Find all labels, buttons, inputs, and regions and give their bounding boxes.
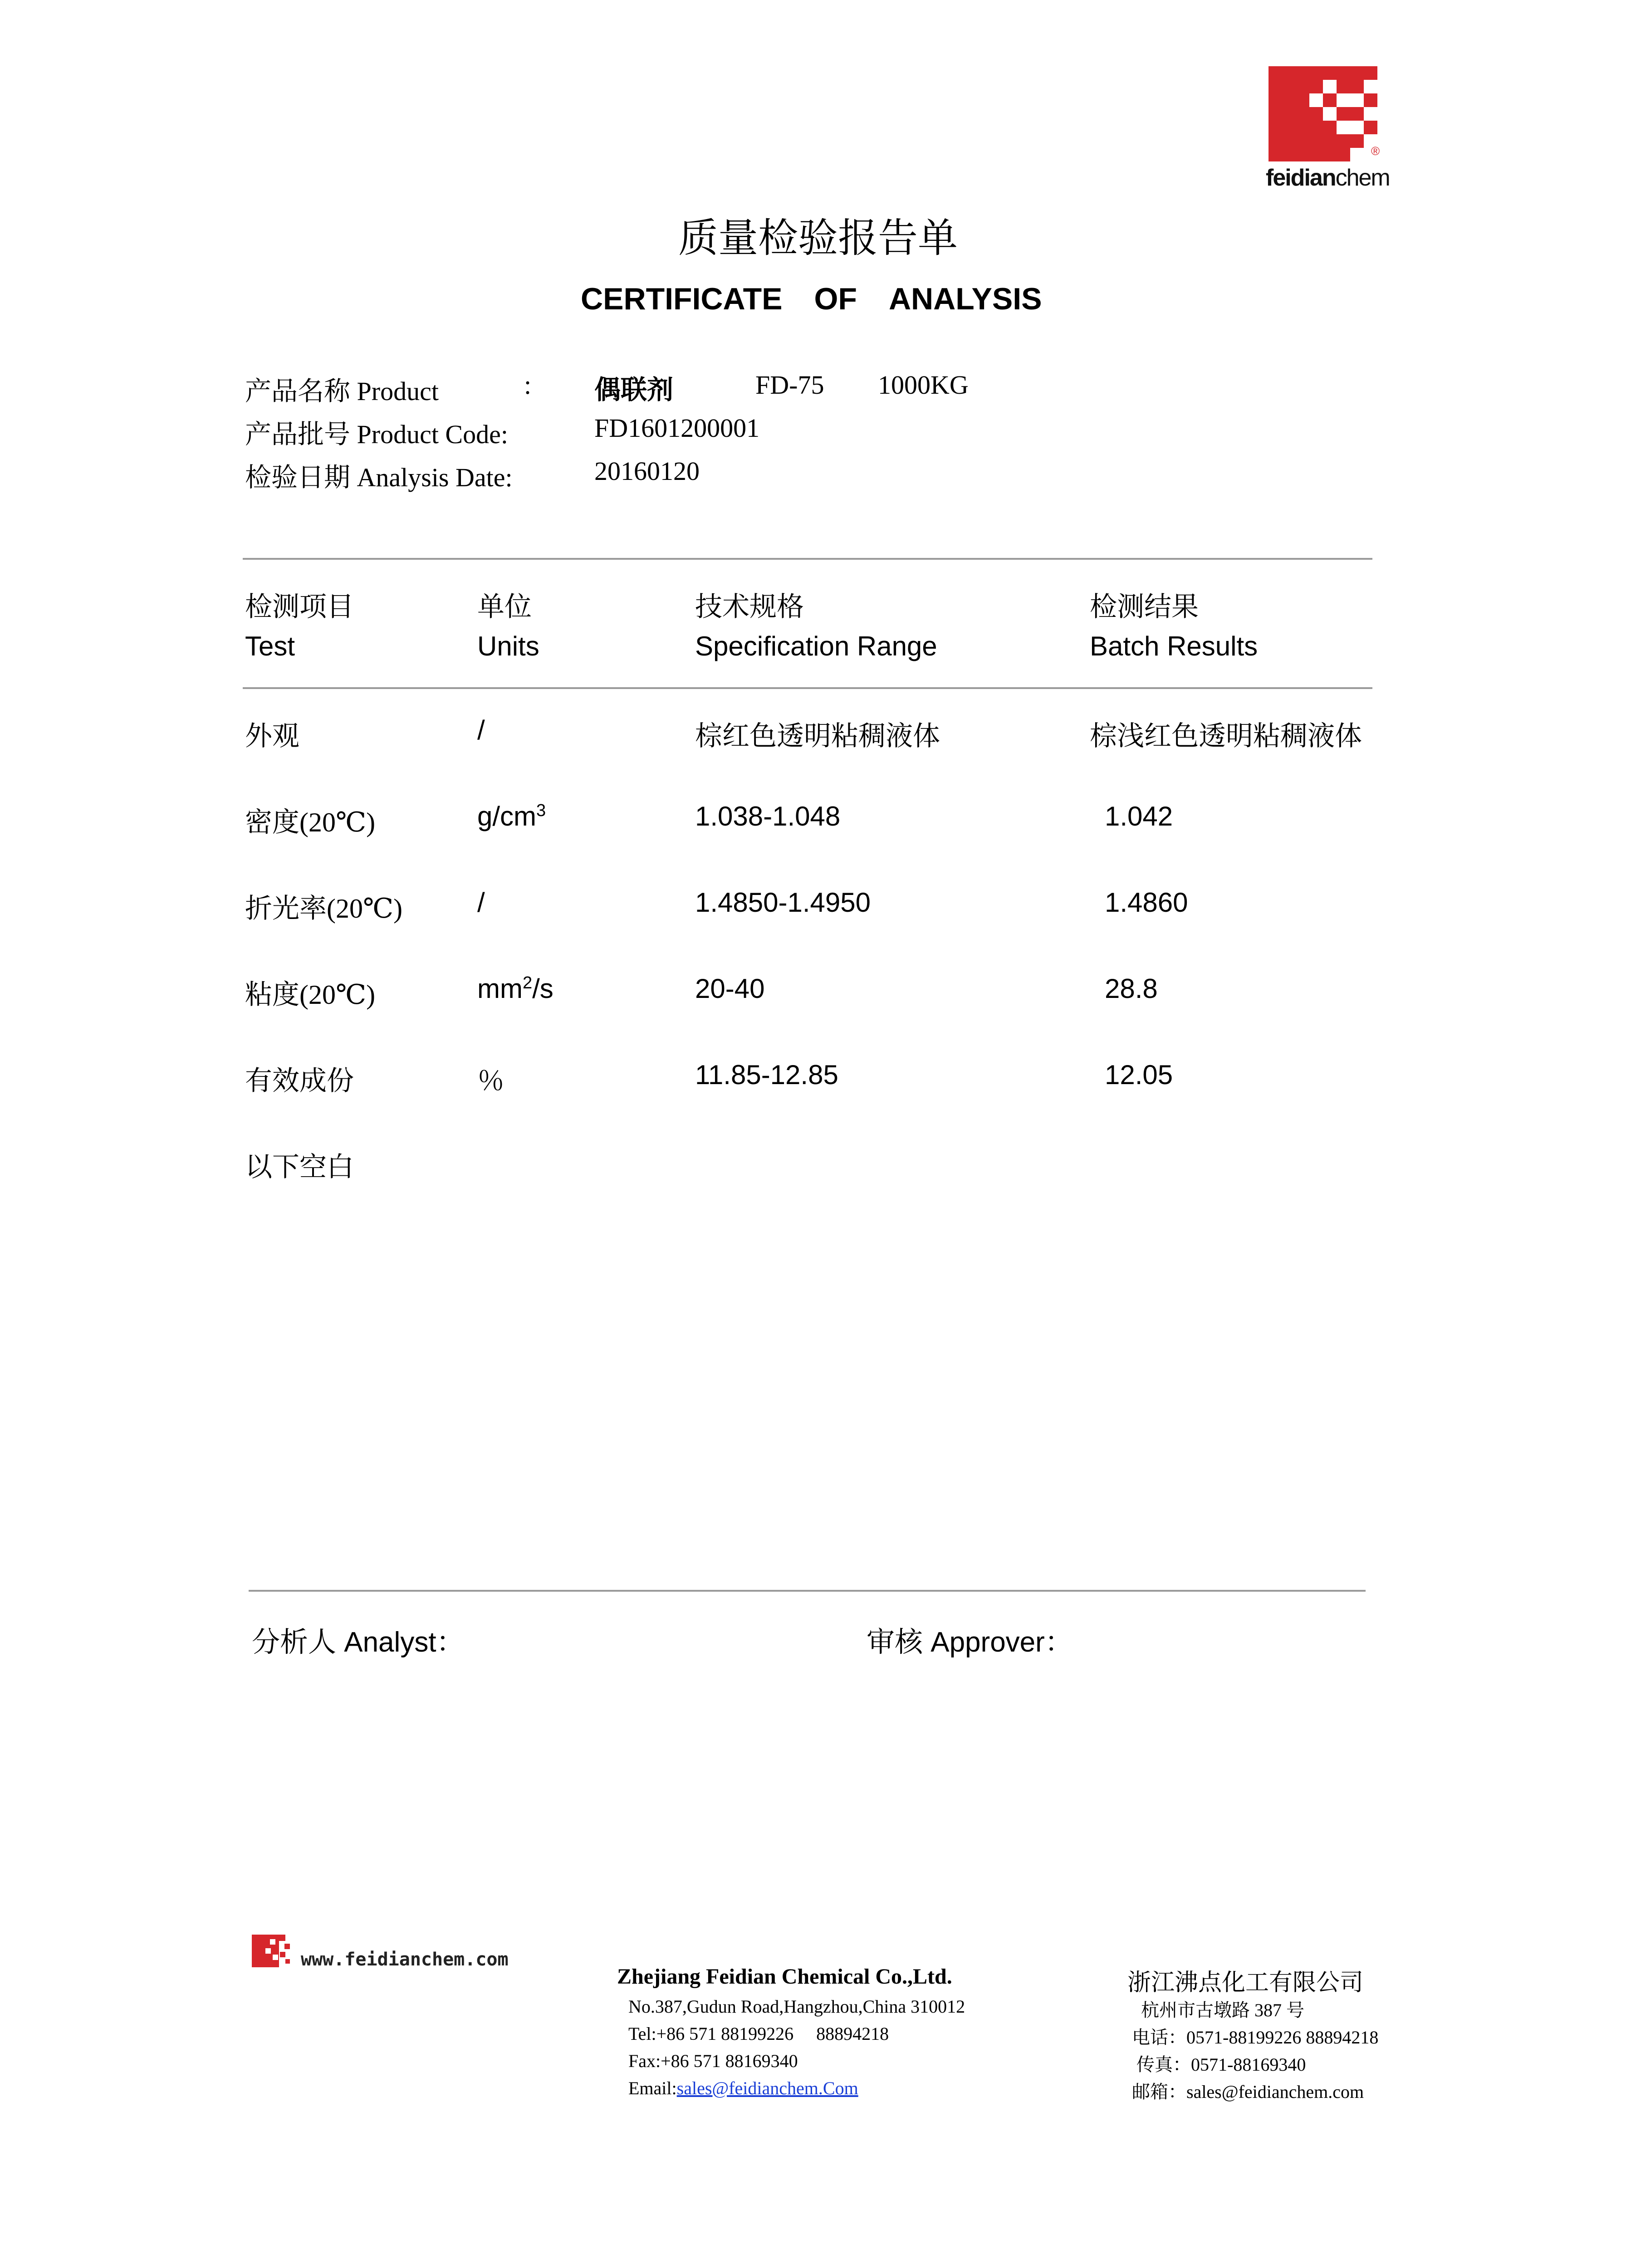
approver-label: 审核 Approver： bbox=[867, 1627, 1073, 1658]
row-unit: / bbox=[477, 887, 485, 918]
header-units-en: Units bbox=[477, 631, 539, 661]
row-unit: $mm^2/s$ bbox=[477, 973, 553, 1004]
table-top-rule bbox=[243, 558, 1372, 560]
row-test: 折光率(20℃) bbox=[245, 894, 403, 924]
header-spec-en: Specification Range bbox=[695, 631, 937, 661]
product-quantity: 1000KG bbox=[878, 370, 969, 400]
footer-tel-cn: 电话：0571-88199226 88894218 bbox=[1132, 2027, 1379, 2048]
registered-mark: ® bbox=[1371, 144, 1380, 158]
row-result: 1.042 bbox=[1105, 801, 1173, 831]
row-test: 粘度(20℃) bbox=[245, 980, 376, 1010]
header-results-en: Batch Results bbox=[1090, 631, 1258, 661]
header-results-cn: 检测结果 bbox=[1090, 592, 1199, 622]
analyst-label: 分析人 Analyst： bbox=[252, 1627, 465, 1658]
logo-wordmark: feidianchem bbox=[1266, 165, 1390, 191]
row-unit: $g/cm^3$ bbox=[477, 801, 546, 831]
row-test: 外观 bbox=[245, 721, 299, 751]
footer-company-cn: 浙江沸点化工有限公司 bbox=[1127, 1970, 1364, 1996]
row-spec: 棕红色透明粘稠液体 bbox=[695, 721, 940, 751]
row-result: 12.05 bbox=[1105, 1060, 1173, 1090]
footer-fax-en: Fax:+86 571 88169340 bbox=[628, 2051, 798, 2071]
company-logo bbox=[1266, 64, 1390, 191]
footer-address-cn: 杭州市古墩路 387 号 bbox=[1141, 2000, 1304, 2020]
header-test-cn: 检测项目 bbox=[245, 592, 354, 622]
website-url: www.feidianchem.com bbox=[301, 1949, 509, 1970]
product-name: 偶联剂 bbox=[594, 375, 674, 405]
row-result: 28.8 bbox=[1105, 973, 1158, 1004]
header-test-en: Test bbox=[245, 631, 295, 661]
row-unit: / bbox=[477, 715, 485, 745]
header-spec-cn: 技术规格 bbox=[695, 592, 804, 622]
feidianchem-small-logo-icon bbox=[252, 1935, 297, 1971]
row-test: 有效成份 bbox=[245, 1066, 354, 1096]
product-code-label: 产品批号 Product Code: bbox=[245, 420, 508, 449]
analysis-date-value: 20160120 bbox=[594, 456, 700, 486]
footer-email-cn: 邮箱：sales@feidianchem.com bbox=[1132, 2082, 1364, 2102]
product-label: 产品名称 Product bbox=[245, 376, 439, 406]
row-spec: 11.85-12.85 bbox=[695, 1060, 838, 1090]
table-header-rule bbox=[243, 687, 1372, 689]
footer-logo bbox=[252, 1935, 542, 1971]
row-result: 1.4860 bbox=[1105, 887, 1188, 918]
row-test: 密度(20℃) bbox=[245, 807, 376, 837]
footer-fax-cn: 传真：0571-88169340 bbox=[1136, 2054, 1306, 2075]
footer-tel-en: Tel:+86 571 88199226 88894218 bbox=[628, 2024, 889, 2044]
title-en: CERTIFICATE OF ANALYSIS bbox=[581, 282, 1042, 316]
row-unit: ％ bbox=[477, 1066, 504, 1096]
analysis-date-label: 检验日期 Analysis Date: bbox=[245, 463, 513, 492]
footer-address-en: No.387,Gudun Road,Hangzhou,China 310012 bbox=[628, 1996, 965, 2017]
product-model: FD-75 bbox=[755, 370, 824, 400]
row-spec: 1.038-1.048 bbox=[695, 801, 841, 831]
footer-company-en: Zhejiang Feidian Chemical Co.,Ltd. bbox=[617, 1965, 952, 1989]
product-code-value: FD1601200001 bbox=[594, 413, 760, 443]
row-result: 棕浅红色透明粘稠液体 bbox=[1090, 721, 1362, 751]
title-cn: 质量检验报告单 bbox=[678, 217, 958, 261]
email-link[interactable]: sales@feidianchem.Com bbox=[676, 2078, 858, 2098]
product-colon: : bbox=[524, 370, 532, 400]
signature-rule bbox=[249, 1590, 1366, 1592]
feidianchem-logo-icon bbox=[1269, 66, 1377, 161]
row-spec: 1.4850-1.4950 bbox=[695, 887, 871, 918]
blank-below-note: 以下空白 bbox=[245, 1152, 354, 1182]
header-units-cn: 单位 bbox=[477, 592, 532, 622]
row-spec: 20-40 bbox=[695, 973, 765, 1004]
footer-email-en: Email:sales@feidianchem.Com bbox=[628, 2078, 858, 2098]
